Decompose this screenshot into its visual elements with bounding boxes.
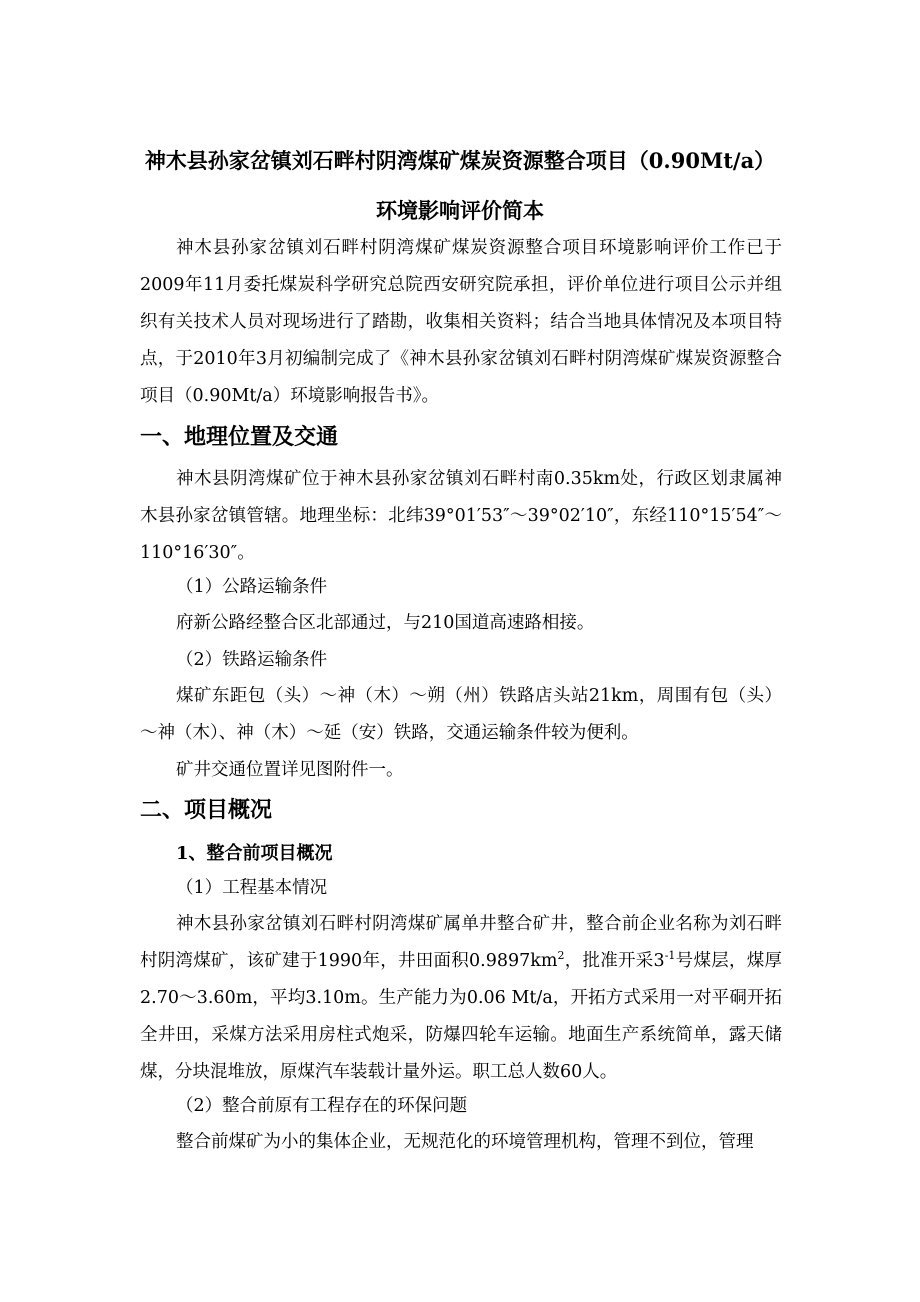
basic-info-paragraph [140, 906, 782, 1091]
map-note-paragraph: 矿井交通位置详见图附件一。 [176, 760, 404, 780]
document-subtitle: 环境影响评价简本 [376, 198, 544, 223]
intro-paragraph: 神木县孙家岔镇刘石畔村阴湾煤矿煤炭资源整合项目环境影响评价工作已于2009年11月委托煤炭科学研究总院西安研究院承担，评价单位进行项目公示并组织有关技术人员对现场进行了踏勘，收集相关资料；结合当地具体情况及本项目特点，于2010年3月初编制完成了《神木县孙家岔镇刘石畔村阴湾煤矿煤炭资源整合项目（0.90Mt/a）环境影响报告书》。 [140, 238, 782, 406]
road-transport-title: （1）公路运输条件 [176, 577, 328, 597]
rail-transport-paragraph: 煤矿东距包（头）～神（木）～朔（州）铁路店头站21km，周围有包（头）～神（木）、神（木）～延（安）铁路，交通运输条件较为便利。 [140, 686, 782, 743]
section-heading-overview: 二、项目概况 [140, 797, 273, 823]
env-issues-title: （2）整合前原有工程存在的环保问题 [176, 1096, 468, 1116]
road-transport-paragraph: 府新公路经整合区北部通过，与210国道高速路相接。 [176, 613, 595, 633]
area-unit-superscript: 2 [557, 949, 565, 963]
env-issues-paragraph: 整合前煤矿为小的集体企业，无规范化的环境管理机构，管理不到位，管理 [176, 1132, 754, 1152]
location-paragraph: 神木县阴湾煤矿位于神木县孙家岔镇刘石畔村南0.35km处，行政区划隶属神木县孙家岔镇管辖。地理坐标：北纬39°01′53″～39°02′10″，东经110°15′54″～110°16′30″。 [140, 469, 782, 563]
basic-info-title: （1）工程基本情况 [176, 878, 328, 898]
document-title: 神木县孙家岔镇刘石畔村阴湾煤矿煤炭资源整合项目（0.90Mt/a） [144, 148, 776, 173]
section-heading-location: 一、地理位置及交通 [140, 424, 339, 450]
basic-text-b: ，批准开采3 [564, 951, 665, 971]
subsection-heading-pre-integration: 1、整合前项目概况 [176, 843, 333, 864]
basic-text-c: 号煤层，煤厚2.70～3.60m，平均3.10m。生产能力为0.06 Mt/a，开拓方式采用一对平硐开拓全井田，采煤方法采用房柱式炮采，防爆四轮车运输。地面生产系统简单，露天储煤，分块混堆放，原煤汽车装载计量外运。职工总人数60人。 [140, 951, 783, 1082]
basic-text-a: 神木县孙家岔镇刘石畔村阴湾煤矿属单井整合矿井，整合前企业名称为刘石畔村阴湾煤矿，该矿建于1990年，井田面积0.9897km [140, 914, 782, 971]
rail-transport-title: （2）铁路运输条件 [176, 650, 328, 670]
seam-superscript: -1 [664, 949, 676, 963]
